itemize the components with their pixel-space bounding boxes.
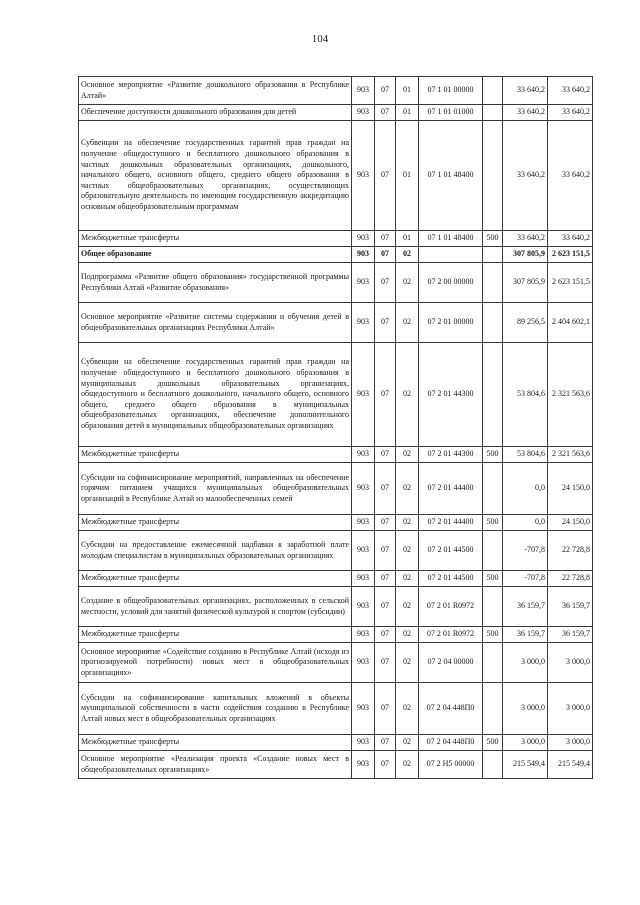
table-row [79, 735, 593, 751]
table-row [79, 515, 593, 531]
table-row [79, 447, 593, 463]
row-name-cell: Основное мероприятие «Развитие системы содержания и обучения детей в общеобразовательных организациях Республики Алтай» [79, 303, 352, 343]
admin-code-cell: 903 [352, 751, 375, 779]
admin-code-cell: 903 [352, 463, 375, 515]
admin-code-cell: 903 [352, 447, 375, 463]
expense-type-cell [483, 643, 503, 683]
target-article-cell: 07 1 01 01000 [419, 105, 483, 121]
subsection-code-cell: 01 [396, 105, 419, 121]
table-row [79, 531, 593, 571]
amount-change-cell: 3 000,0 [503, 683, 548, 735]
table-row [79, 463, 593, 515]
section-code-cell: 07 [375, 343, 396, 447]
subsection-code-cell: 01 [396, 121, 419, 231]
target-article-cell: 07 2 01 44400 [419, 463, 483, 515]
subsection-code-cell: 02 [396, 683, 419, 735]
amount-total-cell: 33 640,2 [548, 105, 593, 121]
section-code-cell: 07 [375, 643, 396, 683]
table-row [79, 643, 593, 683]
table-body [79, 77, 593, 779]
row-name-cell: Подпрограмма «Развитие общего образования» государственной программы Республики Алтай «Развитие образования» [79, 263, 352, 303]
expense-type-cell [483, 587, 503, 627]
amount-total-cell: 22 728,8 [548, 531, 593, 571]
subsection-code-cell: 02 [396, 263, 419, 303]
target-article-cell: 07 2 04 448П0 [419, 735, 483, 751]
subsection-code-cell: 02 [396, 627, 419, 643]
amount-change-cell: 307 805,9 [503, 263, 548, 303]
admin-code-cell: 903 [352, 343, 375, 447]
row-name-cell: Межбюджетные трансферты [79, 735, 352, 751]
target-article-cell: 07 2 01 44400 [419, 515, 483, 531]
table-row [79, 105, 593, 121]
subsection-code-cell: 02 [396, 303, 419, 343]
admin-code-cell: 903 [352, 263, 375, 303]
target-article-cell: 07 2 01 44300 [419, 343, 483, 447]
amount-change-cell: 36 159,7 [503, 587, 548, 627]
table-row [79, 627, 593, 643]
subsection-code-cell: 02 [396, 751, 419, 779]
expense-type-cell [483, 531, 503, 571]
amount-total-cell: 2 623 151,5 [548, 247, 593, 263]
target-article-cell: 07 1 01 48400 [419, 121, 483, 231]
expense-type-cell [483, 303, 503, 343]
table-row [79, 121, 593, 231]
amount-total-cell: 24 150,0 [548, 515, 593, 531]
amount-change-cell: 33 640,2 [503, 231, 548, 247]
expense-type-cell: 500 [483, 735, 503, 751]
table-row [79, 343, 593, 447]
subsection-code-cell: 02 [396, 735, 419, 751]
row-name-cell: Межбюджетные трансферты [79, 231, 352, 247]
expense-type-cell [483, 683, 503, 735]
subsection-code-cell: 02 [396, 247, 419, 263]
section-code-cell: 07 [375, 447, 396, 463]
amount-change-cell: -707,8 [503, 531, 548, 571]
amount-change-cell: 33 640,2 [503, 121, 548, 231]
amount-change-cell: 33 640,2 [503, 77, 548, 105]
amount-change-cell: 53 804,6 [503, 447, 548, 463]
row-name-cell: Межбюджетные трансферты [79, 627, 352, 643]
subsection-code-cell: 02 [396, 515, 419, 531]
section-code-cell: 07 [375, 751, 396, 779]
amount-total-cell: 3 000,0 [548, 683, 593, 735]
amount-change-cell: 0,0 [503, 515, 548, 531]
section-code-cell: 07 [375, 121, 396, 231]
amount-total-cell: 2 321 563,6 [548, 447, 593, 463]
subsection-code-cell: 02 [396, 463, 419, 515]
amount-total-cell: 22 728,8 [548, 571, 593, 587]
table-row [79, 247, 593, 263]
admin-code-cell: 903 [352, 531, 375, 571]
expense-type-cell [483, 751, 503, 779]
section-code-cell: 07 [375, 587, 396, 627]
target-article-cell: 07 2 01 00000 [419, 303, 483, 343]
admin-code-cell: 903 [352, 105, 375, 121]
section-code-cell: 07 [375, 105, 396, 121]
target-article-cell: 07 2 Н5 00000 [419, 751, 483, 779]
amount-total-cell: 2 404 602,1 [548, 303, 593, 343]
admin-code-cell: 903 [352, 627, 375, 643]
section-code-cell: 07 [375, 627, 396, 643]
amount-change-cell: 0,0 [503, 463, 548, 515]
amount-total-cell: 2 623 151,5 [548, 263, 593, 303]
row-name-cell: Основное мероприятие «Содействие созданию в Республике Алтай (исходя из прогнозируемой потребности) новых мест в общеобразовательных организациях» [79, 643, 352, 683]
amount-total-cell: 215 549,4 [548, 751, 593, 779]
row-name-cell: Межбюджетные трансферты [79, 571, 352, 587]
target-article-cell: 07 2 01 44300 [419, 447, 483, 463]
target-article-cell: 07 2 04 00000 [419, 643, 483, 683]
amount-total-cell: 33 640,2 [548, 121, 593, 231]
section-code-cell: 07 [375, 515, 396, 531]
section-code-cell: 07 [375, 463, 396, 515]
table-row [79, 303, 593, 343]
expense-type-cell [483, 463, 503, 515]
amount-total-cell: 24 150,0 [548, 463, 593, 515]
table-row [79, 77, 593, 105]
subsection-code-cell: 02 [396, 643, 419, 683]
table-row [79, 683, 593, 735]
row-name-cell: Обеспечение доступности дошкольного образования для детей [79, 105, 352, 121]
admin-code-cell: 903 [352, 735, 375, 751]
admin-code-cell: 903 [352, 571, 375, 587]
amount-total-cell: 33 640,2 [548, 77, 593, 105]
expense-type-cell: 500 [483, 515, 503, 531]
expense-type-cell: 500 [483, 231, 503, 247]
admin-code-cell: 903 [352, 231, 375, 247]
amount-change-cell: 33 640,2 [503, 105, 548, 121]
amount-total-cell: 2 321 563,6 [548, 343, 593, 447]
amount-change-cell: 53 804,6 [503, 343, 548, 447]
expense-type-cell: 500 [483, 627, 503, 643]
row-name-cell: Основное мероприятие «Развитие дошкольного образования в Республике Алтай» [79, 77, 352, 105]
expense-type-cell [483, 105, 503, 121]
admin-code-cell: 903 [352, 587, 375, 627]
section-code-cell: 07 [375, 683, 396, 735]
expense-type-cell [483, 343, 503, 447]
amount-change-cell: 36 159,7 [503, 627, 548, 643]
admin-code-cell: 903 [352, 643, 375, 683]
row-name-cell: Субсидии на софинансирование капитальных вложений в объекты муниципальной собственности в части содействия созданию в Республике Алтай новых мест в общеобразовательных организациях [79, 683, 352, 735]
amount-change-cell: -707,8 [503, 571, 548, 587]
expense-type-cell [483, 263, 503, 303]
target-article-cell: 07 2 01 44500 [419, 531, 483, 571]
amount-total-cell: 33 640,2 [548, 231, 593, 247]
amount-change-cell: 307 805,9 [503, 247, 548, 263]
target-article-cell: 07 2 01 44500 [419, 571, 483, 587]
row-name-cell: Межбюджетные трансферты [79, 447, 352, 463]
admin-code-cell: 903 [352, 303, 375, 343]
section-code-cell: 07 [375, 531, 396, 571]
expense-type-cell [483, 247, 503, 263]
subsection-code-cell: 01 [396, 231, 419, 247]
page-number: 104 [311, 33, 329, 45]
target-article-cell: 07 2 00 00000 [419, 263, 483, 303]
subsection-code-cell: 02 [396, 343, 419, 447]
row-name-cell: Создание в общеобразовательных организациях, расположенных в сельской местности, условий для занятий физической культурой и спортом (субсидии) [79, 587, 352, 627]
subsection-code-cell: 02 [396, 531, 419, 571]
section-code-cell: 07 [375, 571, 396, 587]
subsection-code-cell: 02 [396, 587, 419, 627]
section-code-cell: 07 [375, 247, 396, 263]
row-name-cell: Субвенции на обеспечение государственных гарантий прав граждан на получение общедоступного и бесплатного дошкольного образования в частных дошкольных образовательных организациях, дошкольного, начального общего, основного общего, среднего общего образования в частных общеобразовательных организациях, осуществляющих образовательную деятельность по имеющим государственную аккредитацию основным общеобразовательным программам [79, 121, 352, 231]
target-article-cell: 07 2 01 R0972 [419, 587, 483, 627]
row-name-cell: Основное мероприятие «Реализация проекта «Создание новых мест в общеобразовательных организациях» [79, 751, 352, 779]
table-row [79, 231, 593, 247]
section-code-cell: 07 [375, 77, 396, 105]
amount-total-cell: 36 159,7 [548, 627, 593, 643]
section-code-cell: 07 [375, 303, 396, 343]
table-row [79, 587, 593, 627]
row-name-cell: Межбюджетные трансферты [79, 515, 352, 531]
amount-change-cell: 3 000,0 [503, 735, 548, 751]
target-article-cell: 07 1 01 00000 [419, 77, 483, 105]
admin-code-cell: 903 [352, 121, 375, 231]
amount-change-cell: 3 000,0 [503, 643, 548, 683]
admin-code-cell: 903 [352, 77, 375, 105]
amount-total-cell: 36 159,7 [548, 587, 593, 627]
amount-change-cell: 215 549,4 [503, 751, 548, 779]
section-code-cell: 07 [375, 231, 396, 247]
row-name-cell: Субсидии на софинансирование мероприятий, направленных на обеспечение горячим питанием учащихся муниципальных общеобразовательных организаций в Республике Алтай из малообеспеченных семей [79, 463, 352, 515]
target-article-cell: 07 2 04 448П0 [419, 683, 483, 735]
table-row [79, 571, 593, 587]
section-code-cell: 07 [375, 263, 396, 303]
budget-table [78, 76, 593, 779]
target-article-cell [419, 247, 483, 263]
subsection-code-cell: 02 [396, 571, 419, 587]
target-article-cell: 07 2 01 R0972 [419, 627, 483, 643]
subsection-code-cell: 01 [396, 77, 419, 105]
subsection-code-cell: 02 [396, 447, 419, 463]
section-code-cell: 07 [375, 735, 396, 751]
admin-code-cell: 903 [352, 247, 375, 263]
expense-type-cell [483, 77, 503, 105]
table-row [79, 263, 593, 303]
row-name-cell: Субвенции на обеспечение государственных гарантий прав граждан на получение общедоступного и бесплатного дошкольного образования в муниципальных дошкольных образовательных организациях, общедоступного и бесплатного дошкольного, начального общего, основного общего, среднего общего образования в муниципальных общеобразовательных организациях, обеспечение дополнительного образования детей в муниципальных общеобразовательных организациях [79, 343, 352, 447]
row-name-cell: Субсидии на предоставление ежемесячной надбавки к заработной плате молодым специалистам в муниципальных образовательных организациях [79, 531, 352, 571]
amount-change-cell: 89 256,5 [503, 303, 548, 343]
amount-total-cell: 3 000,0 [548, 735, 593, 751]
expense-type-cell: 500 [483, 447, 503, 463]
table-row [79, 751, 593, 779]
admin-code-cell: 903 [352, 683, 375, 735]
admin-code-cell: 903 [352, 515, 375, 531]
target-article-cell: 07 1 01 48400 [419, 231, 483, 247]
expense-type-cell [483, 121, 503, 231]
amount-total-cell: 3 000,0 [548, 643, 593, 683]
expense-type-cell: 500 [483, 571, 503, 587]
row-name-cell: Общее образование [79, 247, 352, 263]
